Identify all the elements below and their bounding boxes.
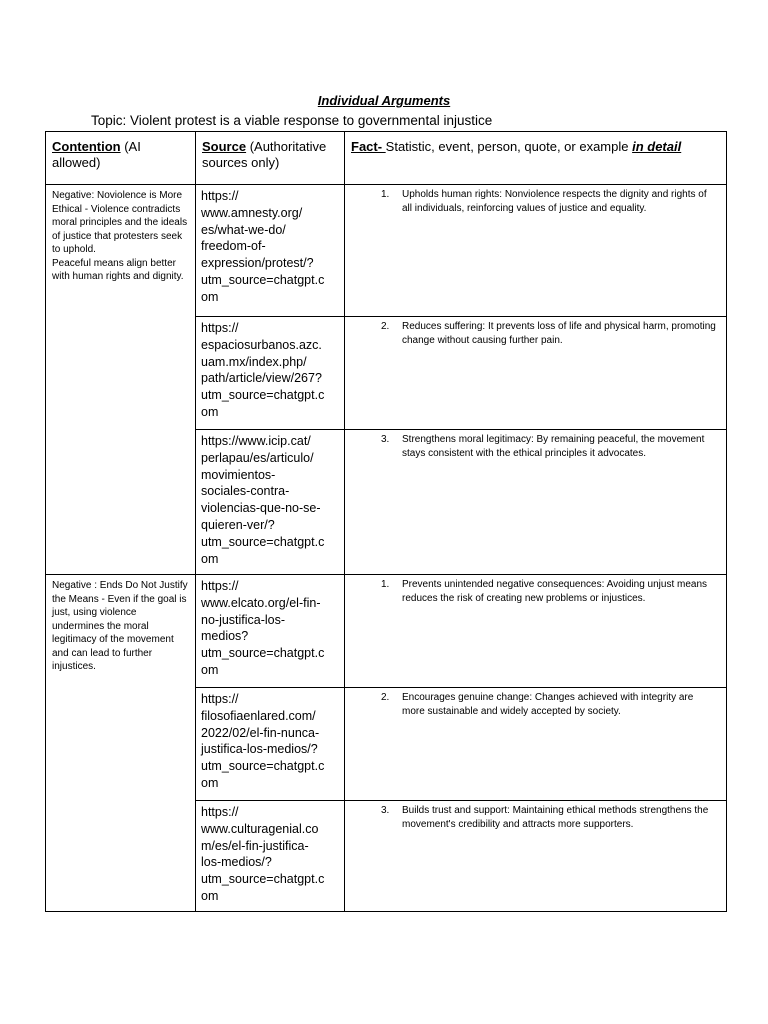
- source-link[interactable]: https:// filosofiaenlared.com/ 2022/02/el-fin-nunca- justifica-los-medios/? utm_source=chatgpt.c om: [201, 692, 325, 790]
- document-title: Individual Arguments: [317, 93, 451, 108]
- fact-text: Encourages genuine change: Changes achieved with integrity are more sustainable and widely accepted by society.: [402, 692, 694, 717]
- contention-text: Negative : Ends Do Not Justify the Means - Even if the goal is just, using violence undermines the moral legitimacy of the movement and can lead to further injustices.: [52, 580, 188, 672]
- source-link[interactable]: https:// espaciosurbanos.azc. uam.mx/index.php/ path/article/view/267? utm_source=chatgpt.c om: [201, 321, 325, 419]
- header-fact-label: Fact-: [351, 139, 386, 154]
- header-fact-note: Statistic, event, person, quote, or example: [385, 139, 633, 154]
- header-fact-emphasis: in detail: [632, 139, 682, 154]
- source-link[interactable]: https:// www.elcato.org/el-fin- no-justifica-los- medios? utm_source=chatgpt.c om: [201, 579, 325, 677]
- source-cell: [196, 575, 345, 688]
- header-source-label: Source: [202, 139, 247, 154]
- source-cell: [196, 317, 345, 430]
- fact-number: 1.: [381, 579, 390, 590]
- source-link[interactable]: https://www.icip.cat/ perlapau/es/articulo/ movimientos- sociales-contra- violencias-que-no-se- quieren-ver/? utm_source=chatgpt.c om: [201, 434, 325, 566]
- source-cell: [196, 801, 345, 912]
- table-header-row: [46, 132, 727, 185]
- fact-cell: [345, 688, 727, 801]
- fact-number: 2.: [381, 692, 390, 703]
- fact-text: Upholds human rights: Nonviolence respects the dignity and rights of all individuals, reinforcing values of justice and equality.: [402, 189, 707, 214]
- header-contention-note: (AI allowed): [52, 139, 141, 170]
- fact-number: 1.: [381, 189, 390, 200]
- fact-number: 3.: [381, 434, 390, 445]
- header-contention-label: Contention: [52, 139, 121, 154]
- source-link[interactable]: https:// www.amnesty.org/ es/what-we-do/ freedom-of- expression/protest/? utm_source=chatgpt.c om: [201, 189, 325, 304]
- fact-cell: [345, 801, 727, 912]
- header-source: [196, 132, 345, 185]
- header-fact: [345, 132, 727, 185]
- topic-line: Topic: Violent protest is a viable response to governmental injustice: [91, 113, 493, 128]
- fact-cell: [345, 575, 727, 688]
- fact-text: Builds trust and support: Maintaining ethical methods strengthens the movement's credibility and attracts more supporters.: [402, 805, 709, 830]
- header-contention: [46, 132, 196, 185]
- fact-text: Prevents unintended negative consequences: Avoiding unjust means reduces the risk of creating new problems or injustices.: [402, 579, 708, 604]
- source-cell: [196, 185, 345, 317]
- arguments-table: [45, 131, 727, 912]
- source-link[interactable]: https:// www.culturagenial.co m/es/el-fin-justifica- los-medios/? utm_source=chatgpt.c om: [201, 805, 325, 903]
- fact-text: Reduces suffering: It prevents loss of life and physical harm, promoting change without causing further pain.: [402, 321, 716, 346]
- fact-cell: [345, 317, 727, 430]
- fact-number: 2.: [381, 321, 390, 332]
- fact-number: 3.: [381, 805, 390, 816]
- contention-text: Peaceful means align better with human rights and dignity.: [52, 257, 184, 282]
- source-cell: [196, 430, 345, 575]
- table-row: [46, 575, 727, 688]
- contention-cell: [46, 185, 196, 575]
- table-row: [46, 185, 727, 317]
- header-source-note: (Authoritative sources only): [202, 139, 327, 170]
- contention-text: Negative: Noviolence is More Ethical - Violence contradicts moral principles and the ideals of justice that protesters seek to uphold.: [52, 190, 188, 255]
- contention-cell: [46, 575, 196, 912]
- fact-cell: [345, 430, 727, 575]
- source-cell: [196, 688, 345, 801]
- fact-text: Strengthens moral legitimacy: By remaining peaceful, the movement stays consistent with the ethical principles it advocates.: [402, 434, 705, 459]
- fact-cell: [345, 185, 727, 317]
